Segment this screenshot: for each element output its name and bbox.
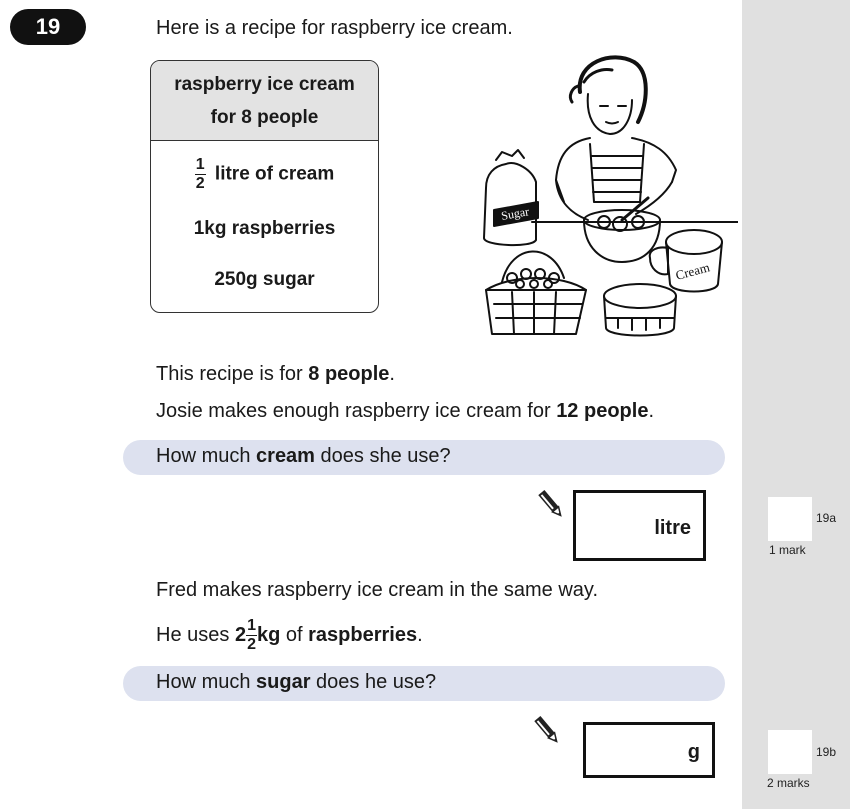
recipe-title: raspberry ice cream (174, 74, 355, 95)
question-a-band (123, 440, 725, 475)
girl-making-ice-cream-illustration (472, 52, 738, 354)
recipe-card (150, 60, 379, 313)
mark-id-19b: 19b (816, 745, 837, 759)
mark-box-19a[interactable] (768, 497, 812, 541)
recipe-line-sugar: 250g sugar (214, 269, 315, 290)
intro-text: Here is a recipe for raspberry ice cream. (156, 17, 513, 39)
recipe-card-header (151, 61, 378, 141)
fraction-half-mixed: $\frac{1}{2}$ (247, 617, 256, 654)
josie-sentence: Josie makes enough raspberry ice cream for 12 people. (156, 400, 655, 422)
pencil-icon (533, 713, 561, 747)
mark-count-19a: 1 mark (769, 543, 806, 557)
question-a-text: How much cream does she use? (156, 445, 451, 467)
answer-unit-grams: g (687, 741, 700, 763)
answer-box-b[interactable] (583, 722, 715, 778)
question-b-band (123, 666, 725, 701)
question-number-badge: 19 (10, 9, 86, 45)
recipe-line-raspberries: 1kg raspberries (193, 218, 336, 239)
fraction-half: $\frac{1}{2}$ (195, 156, 205, 192)
question-b-text: How much sugar does he use? (156, 671, 437, 693)
sugar-bag-label: Sugar (500, 204, 531, 223)
recipe-people-sentence: This recipe is for 8 people. (156, 363, 395, 385)
fred-sentence: Fred makes raspberry ice cream in the same way. (156, 579, 599, 601)
answer-unit-litre: litre (654, 517, 691, 539)
fred-raspberries-sentence: He uses 2 $\frac{1}{2}$ kg of raspberries. (156, 617, 423, 654)
mark-id-19a: 19a (816, 511, 837, 525)
pencil-icon (537, 487, 565, 521)
mark-box-19b[interactable] (768, 730, 812, 774)
mark-count-19b: 2 marks (767, 776, 810, 790)
answer-box-a[interactable] (573, 490, 706, 561)
recipe-servings: for 8 people (210, 107, 319, 128)
cream-tub-label: Cream (673, 259, 712, 283)
marking-margin (742, 0, 850, 809)
recipe-line-cream: $\frac{1}{2}$ litre of cream (195, 156, 335, 192)
